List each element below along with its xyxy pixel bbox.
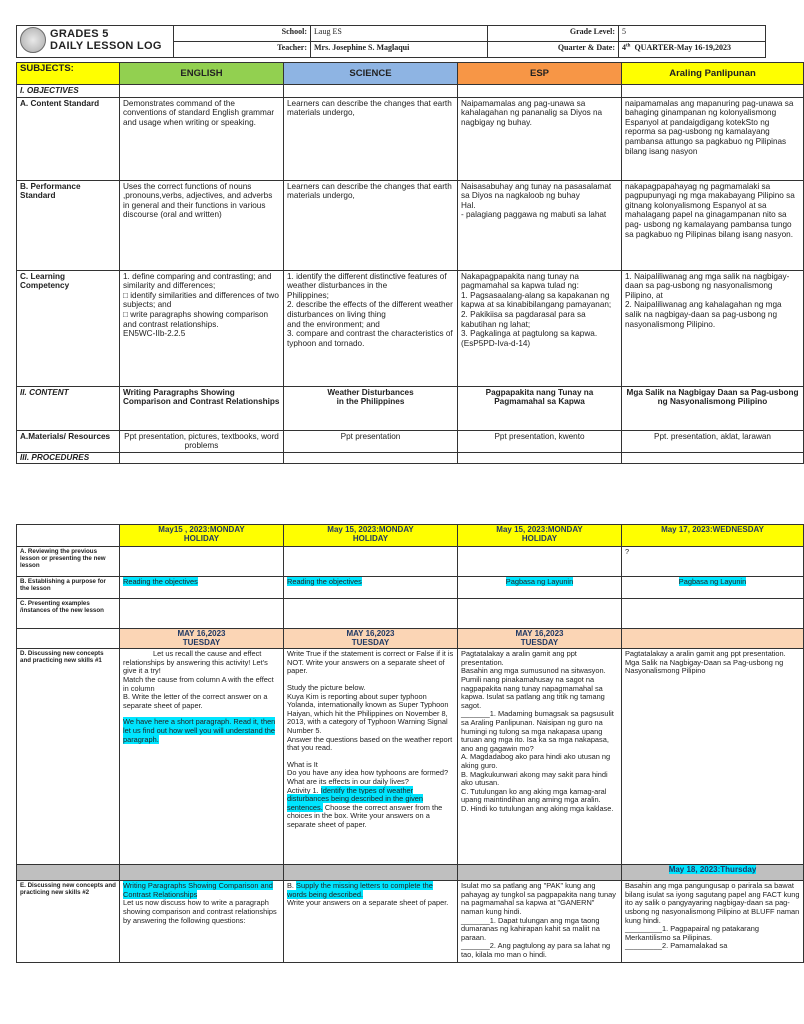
discussion-line: B. Write the letter of the correct answer on a separate sheet of paper.	[123, 692, 268, 710]
procedures-label: III. PROCEDURES	[17, 452, 120, 463]
school-label: School:	[174, 26, 311, 42]
ap-discussion-2	[622, 881, 804, 963]
day-label: TUESDAY	[520, 637, 559, 647]
date-line: MAY 16,2023	[515, 629, 564, 638]
discussion-line: _______1. Madaming bumagsak sa pagsusulit sa Araling Panlipunan. Naisipan ng guro na humingi ng tulong sa mga nakapasa upang turuan ang mga ito. Isa ka sa mga nakapasa, ano ang gagawin mo?	[461, 709, 614, 753]
highlight-text: Reading the objectives	[123, 577, 198, 586]
competency-line: 1. identify the different distinctive features of weather disturbances in the	[287, 271, 447, 291]
science-header: SCIENCE	[284, 63, 458, 85]
ap-purpose	[622, 577, 804, 599]
day-label: TUESDAY	[182, 637, 221, 647]
content-label: II. CONTENT	[17, 386, 120, 430]
science-discussion-2	[284, 881, 458, 963]
science-purpose	[284, 577, 458, 599]
teacher-value: Mrs. Josephine S. Maglaqui	[311, 42, 488, 58]
competency-code: EN5WC-IIb-2.2.5	[123, 329, 186, 339]
science-content-standard: Learners can describe the changes that earth materials undergo,	[284, 97, 458, 180]
science-content	[284, 386, 458, 430]
esp-header: ESP	[458, 63, 622, 85]
discussion-line: Choose the correct answer from the choices in the box. Write your answers on a separate sheet of paper.	[287, 802, 443, 829]
date-line: May 15, 2023:MONDAY	[496, 525, 583, 534]
competency-line: 1. Naipaliliwanag ang mga salik na nagbigay-daan sa pag-usbong ng nasyonalismong Pilipino, at	[625, 271, 790, 300]
thursday-ap	[622, 865, 804, 881]
discussion-line: _______1. Dapat tulungan ang mga taong dumaranas ng kahirapan kahit sa maliit na paraan.	[461, 915, 600, 942]
discussion-line: Let us recall the cause and effect relationships by answering this activity! Let's give it a try!	[123, 649, 268, 676]
highlight-text: Identify the types of weather disturbances being described in the given sentences.	[287, 785, 423, 812]
competency-line: 1. Pagsasaalang-alang sa kapakanan ng kapwa at sa kinabibilangang pamayanan;	[461, 290, 612, 310]
discussion-line: B.	[287, 881, 294, 891]
highlight-text: May 18, 2023:Thursday	[668, 865, 757, 875]
competency-line: 2. Naipaliliwanag ang kahalagahan ng mga salik na nagbigay-daan sa pag-usbong ng nasyonalismong Pilipino.	[625, 300, 782, 329]
science-competency	[284, 270, 458, 386]
grade-label: Grade Level:	[488, 26, 619, 42]
materials-label: A.Materials/ Resources	[17, 430, 120, 452]
highlight-text: Writing Paragraphs Showing Comparison and Contrast Relationships	[123, 881, 273, 899]
tuesday-english	[120, 629, 284, 649]
deped-seal-icon	[20, 27, 46, 53]
discussion-line: _______2. Ang pagtulong ay para sa lahat ng tao, kilala mo man o hindi.	[461, 941, 611, 959]
discussion-line: Answer the questions based on the weather report that you read.	[287, 734, 453, 753]
content-line: Pagpapakita nang Tunay na	[485, 387, 594, 397]
esp-discussion-1	[458, 649, 622, 865]
title-cell	[17, 26, 174, 58]
objectives-label: I. OBJECTIVES	[17, 85, 120, 98]
competency-line: and the environment; and	[287, 319, 380, 329]
discussion-line: _________1. Pagpapairal ng patakarang Merkantilismo sa Pilipinas.	[625, 924, 759, 942]
title-line-1: GRADES 5	[50, 28, 109, 40]
ap-header: Araling Panlipunan	[622, 63, 804, 85]
competency-line: 1. define comparing and contrasting; and similarity and differences;	[123, 271, 272, 291]
esp-competency	[458, 270, 622, 386]
science-materials: Ppt presentation	[284, 430, 458, 452]
highlight-text: Supply the missing letters to complete the words being described.	[287, 881, 433, 899]
date-line: May15 , 2023:MONDAY	[158, 525, 245, 534]
english-competency	[120, 270, 284, 386]
date-line: MAY 16,2023	[346, 629, 395, 638]
purpose-label: B. Establishing a purpose for the lesson	[17, 577, 120, 599]
discussion-line: Let us now discuss how to write a paragraph showing comparison and contrast relationships by answering the following questions:	[123, 898, 277, 925]
discussion-line: Pagtatalakay a aralin gamit ang ppt presentation.	[625, 649, 786, 659]
discussion-line: Study the picture below.	[287, 682, 366, 692]
discussion-line: Do you have any idea how typhoons are formed? What are its effects in our daily lives?	[287, 768, 449, 786]
date-line: May 15, 2023:MONDAY	[327, 525, 414, 534]
date-line: MAY 16,2023	[177, 629, 226, 638]
quarter-text: QUARTER-May 16-19,2023	[634, 43, 732, 52]
esp-performance-line: Hal.	[461, 200, 476, 210]
competency-line: 3. compare and contrast the characteristics of typhoon and tornado.	[287, 329, 453, 348]
ap-content: Mga Salik na Nagbigay Daan sa Pag-usbong ng Nasyonalismong Pilipino	[622, 386, 804, 430]
discussion-line: Basahin ang mga pangungusap o parirala sa bawat bilang isulat sa iyong sagutang papel ang FACT kung ito ay salik o pangyayaring nagbigay-daan sa pag-usbong ng nasyonalismong Pilipino at BLUFF naman kung hindi.	[625, 881, 800, 925]
discussion-line: What is It	[287, 759, 318, 769]
highlight-text: We have here a short paragraph. Read it, then let us find out how well you will understand the paragraph.	[123, 717, 276, 744]
esp-performance-line: Naisasabuhay ang tunay na pasasalamat sa Diyos na nagkaloob ng buhay	[461, 181, 612, 201]
discussion-line: Pumili nang pinakamahusay na sagot na nagpapakita nang tunay napagmamahal sa kapwa. Isulat sa patlang ang titik ng tamang sagot.	[461, 674, 605, 710]
discussion-line: Mga Salik na Nagbigay-Daan sa Pag-usbong ng Nasyonalismong Pilipino	[625, 657, 784, 676]
discussion-line: C. Tutulungan ko ang aking mga kamag-aral upang maintindihan ang aming mga aralin.	[461, 786, 607, 805]
english-content: Writing Paragraphs Showing Comparison and Contrast Relationships	[120, 386, 284, 430]
objectives-table	[16, 62, 804, 464]
date-esp	[458, 525, 622, 547]
quarter-label: Quarter & Date:	[488, 42, 619, 58]
content-line: Weather Disturbances	[327, 387, 414, 397]
header-table	[16, 25, 766, 58]
competency-line: Philippines;	[287, 290, 329, 300]
esp-materials: Ppt presentation, kwento	[458, 430, 622, 452]
subjects-header: SUBJECTS:	[17, 63, 120, 85]
ap-review: ?	[622, 547, 804, 577]
quarter-value	[619, 42, 766, 58]
quarter-number: 4	[622, 43, 626, 52]
english-content-standard: Demonstrates command of the conventions of standard English grammar and usage when writing or speaking.	[120, 97, 284, 180]
highlight-text: Pagbasa ng Layunin	[505, 577, 574, 586]
english-discussion-1	[120, 649, 284, 865]
ap-performance-standard: nakapagpapahayag ng pagmamalaki sa pagpupunyagi ng mga makabayang Pilipino sa gitnang kolonyalismong Espanyol at sa mahalagang papel na ginagampanan nito sa pag- usbong ng kamalayang pambansa tungo sa pagkabuo ng Pilipinas bilang isang nasyon.	[622, 180, 804, 270]
highlight-text: Reading the objectives	[287, 577, 362, 586]
examples-label: C. Presenting examples /instances of the new lesson	[17, 599, 120, 629]
quarter-sup: th	[626, 43, 631, 49]
discussion-line: Match the cause from column A with the effect in column	[123, 674, 274, 693]
tuesday-esp	[458, 629, 622, 649]
title-line-2: DAILY LESSON LOG	[50, 40, 162, 52]
tuesday-science	[284, 629, 458, 649]
discussion-line: Activity 1.	[287, 785, 319, 795]
holiday-label: HOLIDAY	[521, 533, 558, 543]
discussion-1-label: D. Discussing new concepts and practicing new skills #1	[17, 649, 120, 865]
highlight-text: Pagbasa ng Layunin	[678, 577, 747, 586]
date-english	[120, 525, 284, 547]
esp-discussion-2	[458, 881, 622, 963]
discussion-line: Isulat mo sa patlang ang "PAK" kung ang pahayag ay tungkol sa pagpapakita nang tunay na pagmamahal sa kapwa at "GANERN" naman kung hindi.	[461, 881, 616, 916]
competency-line: □ write paragraphs showing comparison and contrast relationships.	[123, 309, 269, 329]
english-performance-standard: Uses the correct functions of nouns ,pronouns,verbs, adjectives, and adverbs in general and their functions in various discourse (oral and written)	[120, 180, 284, 270]
english-purpose	[120, 577, 284, 599]
holiday-label: HOLIDAY	[352, 533, 389, 543]
esp-performance-line: - palagiang paggawa ng mabuti sa lahat	[461, 210, 607, 220]
esp-purpose	[458, 577, 622, 599]
discussion-line: B. Magkukunwari akong may sakit para hindi ako utusan.	[461, 769, 608, 788]
content-standard-label: A. Content Standard	[17, 97, 120, 180]
competency-line: 3. Pagkalinga at pagtulong sa kapwa.(EsP5PD-Iva-d-14)	[461, 329, 598, 348]
discussion-line: A. Magdadabog ako para hindi ako utusan ng aking guro.	[461, 752, 611, 770]
discussion-line: Pagtatalakay a aralin gamit ang ppt presentation.	[461, 649, 577, 667]
day-label: TUESDAY	[351, 637, 390, 647]
discussion-line: Kuya Kim is reporting about super typhoon Yolanda, internationally known as Super Typhoon Haiyan, which hit the Philippines on November 8, 2013, with a category of Typhoon Warning Signal Number 5.	[287, 691, 449, 735]
science-performance-standard: Learners can describe the changes that earth materials undergo,	[284, 180, 458, 270]
english-materials: Ppt presentation, pictures, textbooks, word problems	[120, 430, 284, 452]
esp-content	[458, 386, 622, 430]
page-title	[50, 28, 162, 52]
review-label: A. Reviewing the previous lesson or presenting the new lesson	[17, 547, 120, 577]
procedures-table	[16, 524, 804, 963]
science-discussion-1	[284, 649, 458, 865]
english-discussion-2	[120, 881, 284, 963]
english-header: ENGLISH	[120, 63, 284, 85]
school-value: Laug ES	[311, 26, 488, 42]
competency-line: 2. Pakikiisa sa pagdarasal para sa kabutihan ng lahat;	[461, 309, 586, 329]
date-science	[284, 525, 458, 547]
competency-line: 2. describe the effects of the different weather disturbances on living thing	[287, 300, 453, 319]
discussion-line: Write your answers on a separate sheet of paper.	[287, 898, 449, 908]
performance-standard-label: B. Performance Standard	[17, 180, 120, 270]
discussion-line: D. Hindi ko tutulungan ang aking mga kaklase.	[461, 803, 614, 813]
competency-line: □ identify similarities and differences of two subjects; and	[123, 290, 279, 310]
ap-discussion-1	[622, 649, 804, 865]
esp-performance-standard	[458, 180, 622, 270]
teacher-label: Teacher:	[174, 42, 311, 58]
discussion-line: Basahin ang mga sumusunod na sitwasyon.	[461, 666, 606, 676]
esp-content-standard: Naipamamalas ang pag-unawa sa kahalagahan ng pananalig sa Diyos na nagbigay ng buhay.	[458, 97, 622, 180]
ap-content-standard: naipamamalas ang mapanuring pag-unawa sa bahaging ginampanan ng kolonyalismong Espanyol at pandaigdigang kotekSto ng reporma sa pag-usbong ng kamalayang pambansa attungo sa pagkabuo ng Pilipinas bilang isang nasyon	[622, 97, 804, 180]
date-ap: May 17, 2023:WEDNESDAY	[622, 525, 804, 547]
ap-competency	[622, 270, 804, 386]
discussion-2-label: E. Discussing new concepts and practicing new skills #2	[17, 881, 120, 963]
content-line: in the Philippines	[336, 397, 405, 407]
discussion-line: Write True if the statement is correct or False if it is NOT. Write your answers on a separate sheet of paper.	[287, 649, 454, 676]
ap-materials: Ppt. presentation, aklat, larawan	[622, 430, 804, 452]
competency-line: Nakapagpapakita nang tunay na pagmamahal sa kapwa tulad ng:	[461, 271, 579, 291]
discussion-line: _________2. Pamamalakad sa	[625, 941, 728, 951]
holiday-label: HOLIDAY	[183, 533, 220, 543]
grade-value: 5	[619, 26, 766, 42]
learning-competency-label: C. Learning Competency	[17, 270, 120, 386]
content-line: Pagmamahal sa Kapwa	[494, 397, 585, 407]
